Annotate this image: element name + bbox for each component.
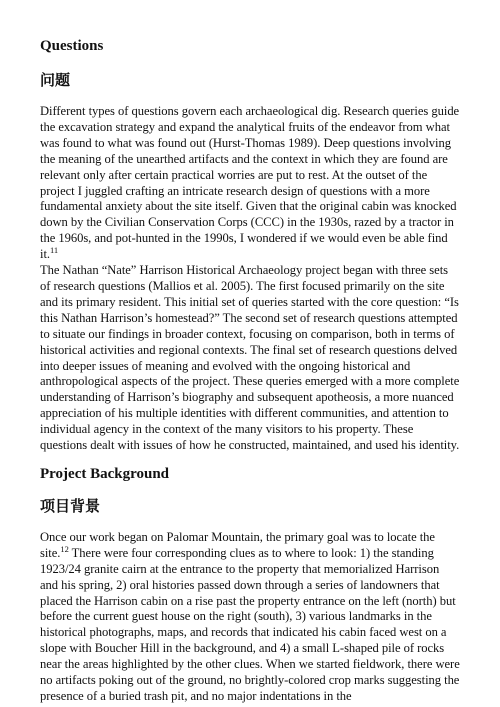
paragraph-text: Different types of questions govern each archaeological dig. Research queries guide the excavation strategy and expand the analytical fruits of the endeavor from what was found to what was found out (Hurst-Thomas 1989). Deep questions involving the meaning of the unearthed artifacts and the context in which they are found are relevant only after certain practical worries are put to rest. At the outset of the project I juggled crafting an intricate research design of questions with a more fundamental anxiety about the site itself. Given that the original cabin was knocked down by the Civilian Conservation Corps (CCC) in the 1930s, razed by a tractor in the 1960s, and pot-hunted in the 1990s, I wondered if we would even be able find it.	[40, 104, 460, 262]
paragraph-questions-2: The Nathan “Nate” Harrison Historical Archaeology project began with three sets of research questions (Mallios et al. 2005). The first focused primarily on the site and its primary resident. This initial set of queries started with the core question: “Is this Nathan Harrison’s homestead?” The second set of research questions attempted to situate our findings in broader context, focusing on comparison, both in terms of historical activities and regional contexts. The final set of research questions delved into deeper issues of meaning and evolved with the ongoing historical and anthropological aspects of the project. These queries emerged with a more complete understanding of Harrison’s biography and subsequent apotheosis, a more nuanced appreciation of his multiple identities with different communities, and attention to individual agency in the context of the many visitors to his property. These questions dealt with issues of how he constructed, maintained, and used his identity.	[40, 263, 460, 453]
section-heading-questions: Questions	[40, 38, 104, 54]
paragraph-text-rest: There were four corresponding clues as to where to look: 1) the standing 1923/24 granite cairn at the entrance to the property that memorialized Harrison and his spring, 2) oral histories passed down through a series of landowners that placed the Harrison cabin on a rise past the property entrance on the left (north) but before the current guest house on the right (south), 3) various landmarks in the historical photographs, maps, and records that indicated his cabin faced west on a slope with Boucher Hill in the background, and 4) a small L-shaped pile of rocks near the areas highlighted by the other clues. When we started fieldwork, there were no artifacts poking out of the ground, no brightly-colored crop marks suggesting the presence of a buried trash pit, and no major indentations in the	[40, 545, 460, 703]
section-heading-project-background-zh: 项目背景	[40, 496, 101, 515]
paragraph-questions-1	[40, 104, 460, 263]
footnote-ref-12[interactable]: 12	[60, 543, 69, 554]
footnote-ref-11[interactable]: 11	[50, 245, 59, 256]
document-page	[40, 30, 460, 705]
paragraph-background-1	[40, 530, 460, 705]
section-heading-project-background: Project Background	[40, 465, 170, 482]
paragraph-text-start: Once our work began on Palomar Mountain, the primary goal was to locate the site.	[40, 529, 435, 560]
section-heading-questions-zh: 问题	[40, 71, 71, 89]
